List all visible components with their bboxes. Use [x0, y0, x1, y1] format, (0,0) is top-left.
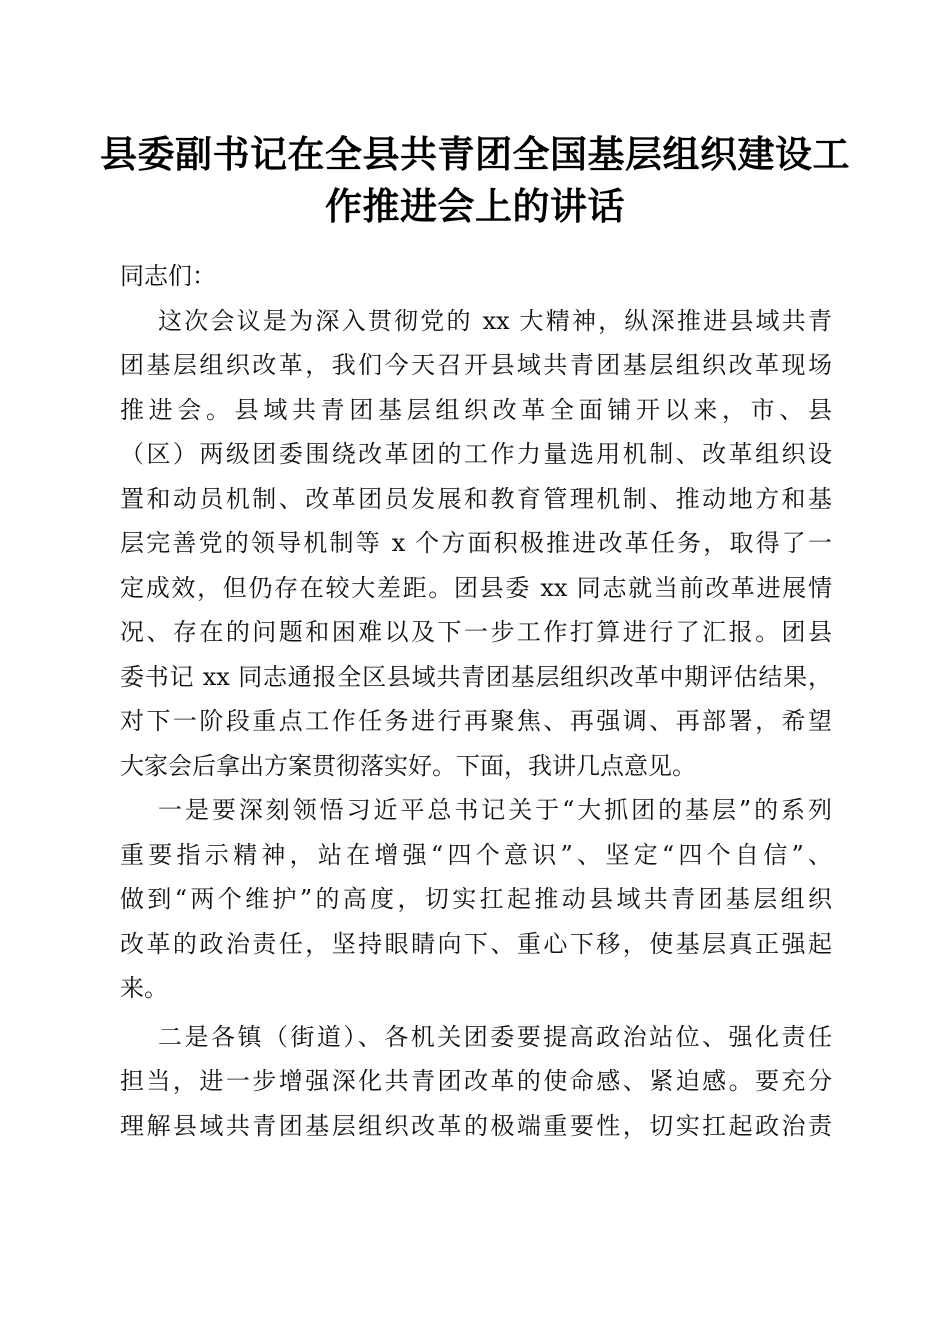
paragraph-1-line: 定成效，但仍存在较大差距。团县委 xx 同志就当前改革进展情 — [120, 573, 832, 602]
paragraph-1-line: 层完善党的领导机制等 x 个方面积极推进改革任务，取得了一 — [120, 529, 832, 557]
salutation: 同志们： — [120, 262, 216, 290]
paragraph-3-line: 担当，进一步增强深化共青团改革的使命感、紧迫感。要充分 — [120, 1067, 832, 1095]
paragraph-1-line: 置和动员机制、改革团员发展和教育管理机制、推动地方和基 — [120, 484, 832, 513]
title-line-2: 作推进会上的讲话 — [325, 184, 625, 228]
paragraph-1-line: 这次会议是为深入贯彻党的 xx 大精神，纵深推进县域共青 — [158, 306, 832, 335]
paragraph-1-line: 委书记 xx 同志通报全区县域共青团基层组织改革中期评估结果， — [120, 662, 832, 691]
paragraph-1-line: 况、存在的问题和困难以及下一步工作打算进行了汇报。团县 — [120, 618, 832, 646]
paragraph-2-line: 重要指示精神，站在增强“四个意识”、坚定“四个自信”、 — [120, 840, 832, 869]
document-body — [120, 254, 832, 1148]
paragraph-3-line: 二是各镇（街道）、各机关团委要提高政治站位、强化责任 — [158, 1022, 832, 1051]
paragraph-3 — [120, 1015, 832, 1149]
title-line-1: 县委副书记在全县共青团全国基层组织建设工 — [100, 132, 850, 176]
paragraph-2-line: 一是要深刻领悟习近平总书记关于“大抓团的基层”的系列 — [158, 796, 832, 824]
paragraph-1-line: 对下一阶段重点工作任务进行再聚焦、再强调、再部署，希望 — [120, 707, 832, 735]
paragraph-1-line: 推进会。县域共青团基层组织改革全面铺开以来，市、县 — [120, 395, 832, 424]
paragraph-2-line: 改革的政治责任，坚持眼睛向下、重心下移，使基层真正强起 — [120, 929, 832, 958]
paragraph-1 — [120, 299, 832, 789]
paragraph-3-line: 理解县域共青团基层组织改革的极端重要性，切实扛起政治责 — [120, 1111, 832, 1140]
paragraph-2 — [120, 788, 832, 1011]
paragraph-1-line: 大家会后拿出方案贯彻落实好。下面，我讲几点意见。 — [120, 751, 696, 780]
paragraph-2-line: 来。 — [120, 974, 168, 1002]
paragraph-1-line: 团基层组织改革，我们今天召开县域共青团基层组织改革现场 — [120, 351, 832, 379]
paragraph-1-line: （区）两级团委围绕改革团的工作力量选用机制、改革组织设 — [120, 440, 832, 468]
document-title — [100, 128, 850, 232]
paragraph-2-line: 做到“两个维护”的高度，切实扛起推动县域共青团基层组织 — [120, 885, 832, 913]
